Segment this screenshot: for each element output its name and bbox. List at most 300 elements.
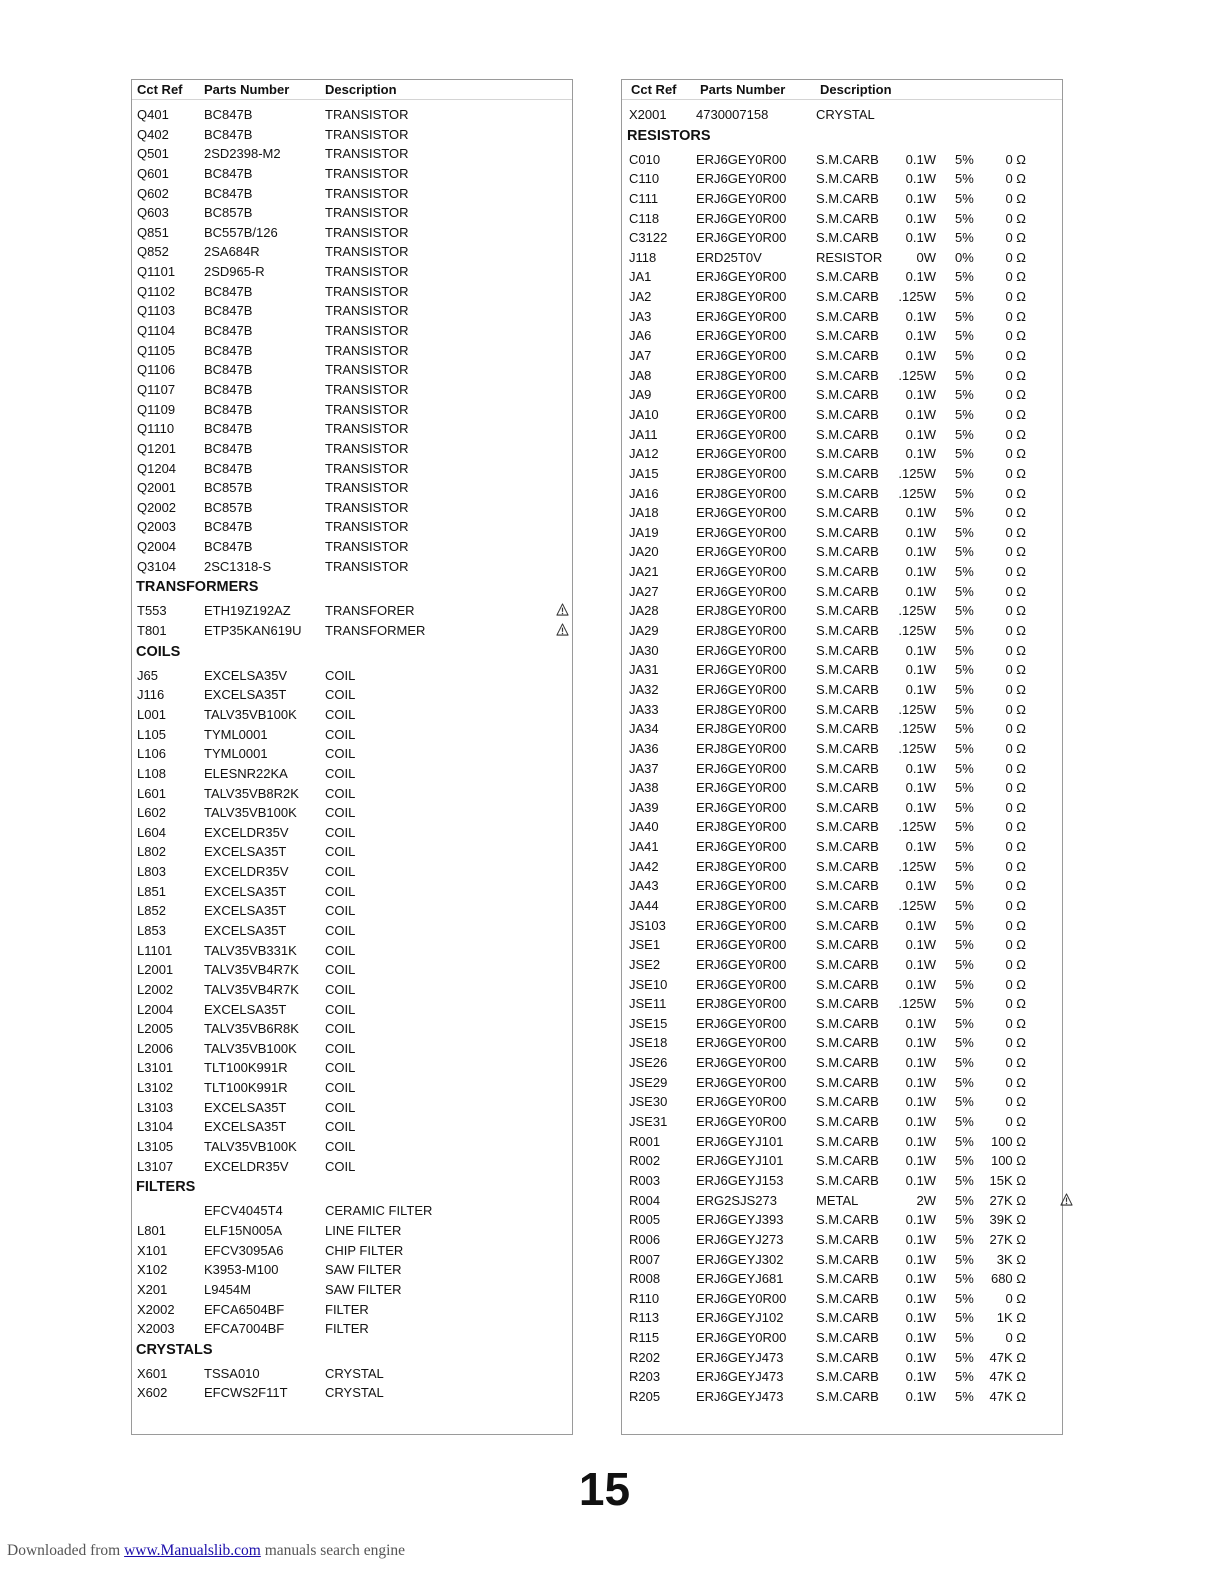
- parts-number: ERJ6GEY0R00: [696, 1290, 787, 1306]
- section-title: CRYSTALS: [136, 1341, 213, 1358]
- parts-number: BC847B: [204, 539, 253, 555]
- resistance-value: 0 Ω: [1005, 681, 1026, 697]
- description: TRANSISTOR: [325, 539, 409, 555]
- parts-number: EXCELDR35V: [204, 864, 289, 880]
- wattage: 0.1W: [905, 505, 936, 521]
- table-row: [622, 601, 1062, 621]
- safety-warning-icon: [1060, 1193, 1073, 1206]
- cct-ref: X201: [137, 1281, 168, 1297]
- table-row: [132, 921, 572, 941]
- parts-number: ERJ6GEY0R00: [696, 505, 787, 521]
- cct-ref: L2002: [137, 981, 174, 997]
- wattage: 0.1W: [905, 1231, 936, 1247]
- description: S.M.CARB: [816, 1055, 879, 1071]
- description: COIL: [325, 687, 356, 703]
- parts-number: EXCELSA35T: [204, 1001, 287, 1017]
- table-row: [132, 784, 572, 804]
- description: S.M.CARB: [816, 387, 879, 403]
- description: TRANSISTOR: [325, 480, 409, 496]
- table-row: [132, 557, 572, 577]
- footer-prefix: Downloaded from: [7, 1542, 121, 1559]
- table-row: [622, 1151, 1062, 1171]
- safety-warning-icon: [556, 623, 569, 636]
- description: S.M.CARB: [816, 1231, 879, 1247]
- safety-warning-icon: [556, 603, 569, 616]
- description: S.M.CARB: [816, 406, 879, 422]
- description: TRANSISTOR: [325, 519, 409, 535]
- cct-ref: JA42: [629, 858, 659, 874]
- description: S.M.CARB: [816, 603, 879, 619]
- parts-number: BC847B: [204, 126, 253, 142]
- parts-number: 2SD2398-M2: [204, 146, 281, 162]
- cct-ref: R006: [629, 1231, 661, 1247]
- description: S.M.CARB: [816, 976, 879, 992]
- tolerance: 5%: [955, 1114, 974, 1130]
- resistance-value: 0 Ω: [1005, 937, 1026, 953]
- parts-number: BC847B: [204, 165, 253, 181]
- parts-number: ERJ6GEY0R00: [696, 328, 787, 344]
- tolerance: 5%: [955, 858, 974, 874]
- parts-number: BC847B: [204, 342, 253, 358]
- description: S.M.CARB: [816, 1349, 879, 1365]
- parts-number: ERJ6GEY0R00: [696, 269, 787, 285]
- section-heading: [132, 1176, 572, 1201]
- parts-number: ERJ6GEY0R00: [696, 681, 787, 697]
- wattage: 0.1W: [905, 780, 936, 796]
- wattage: 0.1W: [905, 406, 936, 422]
- tolerance: 5%: [955, 387, 974, 403]
- description: S.M.CARB: [816, 583, 879, 599]
- cct-ref: Q1103: [137, 303, 176, 319]
- table-row: [132, 621, 572, 641]
- cct-ref: J116: [137, 687, 165, 703]
- table-row: [622, 209, 1062, 229]
- parts-number: BC847B: [204, 421, 253, 437]
- parts-number: EXCELSA35T: [204, 903, 287, 919]
- cct-ref: L105: [137, 726, 166, 742]
- table-row: [622, 916, 1062, 936]
- resistance-value: 0 Ω: [1005, 780, 1026, 796]
- table-row: [622, 444, 1062, 464]
- parts-number: ERJ6GEY0R00: [696, 1015, 787, 1031]
- description: S.M.CARB: [816, 1389, 879, 1404]
- cct-ref: X602: [137, 1385, 168, 1401]
- parts-number: EXCELSA35T: [204, 687, 287, 703]
- parts-number: TALV35VB6R8K: [204, 1021, 299, 1037]
- table-row: [622, 719, 1062, 739]
- description: FILTER: [325, 1301, 369, 1317]
- cct-ref: L853: [137, 922, 166, 938]
- table-row: [132, 862, 572, 882]
- description: TRANSISTOR: [325, 440, 409, 456]
- cct-ref: L106: [137, 746, 166, 762]
- description: S.M.CARB: [816, 151, 879, 167]
- parts-number: TSSA010: [204, 1365, 260, 1381]
- wattage: .125W: [898, 897, 936, 913]
- cct-ref: Q1204: [137, 460, 177, 476]
- tolerance: 5%: [955, 1015, 974, 1031]
- table-row: [132, 380, 572, 400]
- resistance-value: 0 Ω: [1005, 996, 1026, 1012]
- tolerance: 5%: [955, 1290, 974, 1306]
- resistance-value: 100 Ω: [990, 1153, 1026, 1169]
- parts-number: 4730007158: [696, 107, 769, 122]
- table-row: [132, 1364, 572, 1384]
- table-row: [622, 1387, 1062, 1407]
- parts-number: BC847B: [204, 303, 253, 319]
- parts-number: BC847B: [204, 440, 253, 456]
- tolerance: 5%: [955, 740, 974, 756]
- tolerance: 5%: [955, 269, 974, 285]
- description: S.M.CARB: [816, 799, 879, 815]
- cct-ref: L3107: [137, 1158, 174, 1174]
- tolerance: 5%: [955, 1035, 974, 1051]
- description: COIL: [325, 962, 356, 978]
- cct-ref: L802: [137, 844, 166, 860]
- wattage: 0.1W: [905, 662, 936, 678]
- table-row: [622, 523, 1062, 543]
- table-row: [622, 837, 1062, 857]
- col-part-header: Parts Number: [700, 82, 786, 97]
- table-row: [622, 1250, 1062, 1270]
- wattage: .125W: [898, 623, 936, 639]
- resistance-value: 0 Ω: [1005, 249, 1026, 265]
- col-ref-header: Cct Ref: [137, 82, 183, 97]
- table-row: [622, 1033, 1062, 1053]
- parts-number: ERJ6GEY0R00: [696, 1094, 787, 1110]
- table-row: [132, 1383, 572, 1403]
- cct-ref: JA27: [629, 583, 659, 599]
- description: S.M.CARB: [816, 505, 879, 521]
- table-row: [622, 876, 1062, 896]
- parts-number: ERJ6GEY0R00: [696, 171, 787, 187]
- parts-number: ERJ8GEY0R00: [696, 701, 787, 717]
- description: TRANSISTOR: [325, 205, 409, 221]
- resistance-value: 0 Ω: [1005, 1074, 1026, 1090]
- description: TRANSISTOR: [325, 401, 409, 417]
- parts-number: TYML0001: [204, 746, 268, 762]
- table-row: [132, 1137, 572, 1157]
- col-desc-header: Description: [325, 82, 397, 97]
- table-row: [622, 994, 1062, 1014]
- resistance-value: 47K Ω: [989, 1389, 1026, 1404]
- resistance-value: 0 Ω: [1005, 623, 1026, 639]
- parts-number: EFCWS2F11T: [204, 1385, 288, 1401]
- table-row: [132, 705, 572, 725]
- cct-ref: JA38: [629, 780, 659, 796]
- wattage: 0W: [916, 249, 936, 265]
- description: S.M.CARB: [816, 1094, 879, 1110]
- resistance-value: 0 Ω: [1005, 446, 1026, 462]
- wattage: 0.1W: [905, 1114, 936, 1130]
- tolerance: 5%: [955, 799, 974, 815]
- wattage: 0.1W: [905, 956, 936, 972]
- cct-ref: JA29: [629, 623, 659, 639]
- table-row: [132, 223, 572, 243]
- resistance-value: 0 Ω: [1005, 1094, 1026, 1110]
- description: S.M.CARB: [816, 1212, 879, 1228]
- tolerance: 5%: [955, 289, 974, 305]
- resistance-value: 100 Ω: [990, 1133, 1026, 1149]
- parts-number: ERJ6GEYJ102: [696, 1310, 784, 1326]
- tolerance: 5%: [955, 937, 974, 953]
- cct-ref: L1101: [137, 942, 173, 958]
- wattage: 0.1W: [905, 524, 936, 540]
- parts-number: EXCELSA35T: [204, 1099, 287, 1115]
- tolerance: 5%: [955, 721, 974, 737]
- parts-number: TLT100K991R: [204, 1080, 288, 1096]
- parts-number: BC847B: [204, 323, 253, 339]
- description: COIL: [325, 805, 356, 821]
- table-row: [132, 419, 572, 439]
- description: S.M.CARB: [816, 839, 879, 855]
- table-row: [132, 125, 572, 145]
- table-row: [132, 666, 572, 686]
- cct-ref: R002: [629, 1153, 661, 1169]
- wattage: 0.1W: [905, 308, 936, 324]
- description: S.M.CARB: [816, 367, 879, 383]
- tolerance: 5%: [955, 642, 974, 658]
- wattage: 0.1W: [905, 1172, 936, 1188]
- wattage: .125W: [898, 819, 936, 835]
- table-row: [622, 1269, 1062, 1289]
- wattage: 0.1W: [905, 1035, 936, 1051]
- cct-ref: C118: [629, 210, 660, 226]
- resistance-value: 0 Ω: [1005, 505, 1026, 521]
- tolerance: 5%: [955, 1133, 974, 1149]
- resistance-value: 0 Ω: [1005, 603, 1026, 619]
- table-row: [132, 341, 572, 361]
- table-row: [622, 228, 1062, 248]
- parts-number: ERJ6GEY0R00: [696, 662, 787, 678]
- cct-ref: R110: [629, 1290, 660, 1306]
- parts-number: BC847B: [204, 362, 253, 378]
- parts-number: 2SC1318-S: [204, 558, 272, 574]
- table-row: [622, 1328, 1062, 1348]
- resistance-value: 0 Ω: [1005, 564, 1026, 580]
- description: CRYSTAL: [816, 107, 875, 122]
- table-row: [132, 144, 572, 164]
- parts-number: EXCELSA35T: [204, 844, 287, 860]
- table-row: [622, 105, 1062, 125]
- cct-ref: JA37: [629, 760, 659, 776]
- description: TRANSISTOR: [325, 381, 409, 397]
- description: S.M.CARB: [816, 1310, 879, 1326]
- parts-number: ERJ6GEY0R00: [696, 210, 787, 226]
- table-row: [132, 1117, 572, 1137]
- cct-ref: JSE1: [629, 937, 661, 953]
- description: S.M.CARB: [816, 642, 879, 658]
- description: S.M.CARB: [816, 681, 879, 697]
- wattage: 0.1W: [905, 1094, 936, 1110]
- parts-number: ERJ6GEY0R00: [696, 1114, 787, 1130]
- parts-number: ETP35KAN619U: [204, 623, 302, 639]
- description: COIL: [325, 1021, 356, 1037]
- resistance-value: 0 Ω: [1005, 799, 1026, 815]
- wattage: 0.1W: [905, 642, 936, 658]
- tolerance: 5%: [955, 151, 974, 167]
- description: COIL: [325, 942, 356, 958]
- tolerance: 5%: [955, 1172, 974, 1188]
- parts-number: L9454M: [204, 1281, 251, 1297]
- description: COIL: [325, 1119, 356, 1135]
- table-row: [622, 464, 1062, 484]
- resistance-value: 0 Ω: [1005, 426, 1026, 442]
- tolerance: 5%: [955, 583, 974, 599]
- description: TRANSFORMER: [325, 623, 426, 639]
- table-row: [622, 1289, 1062, 1309]
- description: CRYSTAL: [325, 1365, 384, 1381]
- description: S.M.CARB: [816, 780, 879, 796]
- resistance-value: 27K Ω: [989, 1231, 1026, 1247]
- description: S.M.CARB: [816, 1133, 879, 1149]
- wattage: 0.1W: [905, 1349, 936, 1365]
- description: S.M.CARB: [816, 308, 879, 324]
- table-row: [132, 360, 572, 380]
- parts-number: K3953-M100: [204, 1262, 279, 1278]
- cct-ref: C3122: [629, 230, 668, 246]
- table-row: [132, 744, 572, 764]
- wattage: 0.1W: [905, 269, 936, 285]
- resistance-value: 0 Ω: [1005, 1035, 1026, 1051]
- description: S.M.CARB: [816, 662, 879, 678]
- tolerance: 5%: [955, 1310, 974, 1326]
- description: S.M.CARB: [816, 1153, 879, 1169]
- table-header: [622, 80, 1062, 100]
- cct-ref: JA6: [629, 328, 652, 344]
- parts-number: EXCELSA35T: [204, 883, 287, 899]
- table-row: [622, 778, 1062, 798]
- description: S.M.CARB: [816, 1290, 879, 1306]
- cct-ref: X2003: [137, 1321, 175, 1337]
- wattage: 0.1W: [905, 1251, 936, 1267]
- table-row: [132, 1157, 572, 1177]
- wattage: 0.1W: [905, 1212, 936, 1228]
- tolerance: 5%: [955, 367, 974, 383]
- cct-ref: X2002: [137, 1301, 175, 1317]
- parts-number: ERJ6GEY0R00: [696, 878, 787, 894]
- description: COIL: [325, 765, 356, 781]
- cct-ref: Q602: [137, 185, 169, 201]
- cct-ref: L2005: [137, 1021, 174, 1037]
- cct-ref: L602: [137, 805, 166, 821]
- cct-ref: Q2003: [137, 519, 177, 535]
- wattage: 0.1W: [905, 387, 936, 403]
- table-row: [622, 169, 1062, 189]
- parts-number: ERJ6GEY0R00: [696, 1055, 787, 1071]
- resistance-value: 0 Ω: [1005, 269, 1026, 285]
- parts-number: ETH19Z192AZ: [204, 603, 291, 619]
- description: SAW FILTER: [325, 1262, 402, 1278]
- description: S.M.CARB: [816, 858, 879, 874]
- resistance-value: 47K Ω: [989, 1349, 1026, 1365]
- description: TRANSISTOR: [325, 362, 409, 378]
- cct-ref: L001: [137, 706, 166, 722]
- description: COIL: [325, 1158, 356, 1174]
- resistance-value: 0 Ω: [1005, 740, 1026, 756]
- parts-number: BC857B: [204, 205, 253, 221]
- cct-ref: L851: [137, 883, 166, 899]
- tolerance: 5%: [955, 1212, 974, 1228]
- description: S.M.CARB: [816, 465, 879, 481]
- tolerance: 5%: [955, 1153, 974, 1169]
- cct-ref: JA7: [629, 348, 652, 364]
- table-row: [622, 1171, 1062, 1191]
- table-row: [132, 1000, 572, 1020]
- resistance-value: 0 Ω: [1005, 289, 1026, 305]
- description: S.M.CARB: [816, 210, 879, 226]
- wattage: 0.1W: [905, 328, 936, 344]
- section-heading: [622, 125, 1062, 150]
- wattage: .125W: [898, 740, 936, 756]
- cct-ref: R005: [629, 1212, 661, 1228]
- left-table-body: [132, 100, 572, 1403]
- parts-number: BC847B: [204, 381, 253, 397]
- description: S.M.CARB: [816, 544, 879, 560]
- description: S.M.CARB: [816, 1074, 879, 1090]
- description: COIL: [325, 785, 356, 801]
- cct-ref: L108: [137, 765, 166, 781]
- resistance-value: 47K Ω: [989, 1369, 1026, 1385]
- cct-ref: JA10: [629, 406, 659, 422]
- description: COIL: [325, 1099, 356, 1115]
- parts-number: ERJ6GEY0R00: [696, 190, 787, 206]
- parts-number: ERJ6GEY0R00: [696, 799, 787, 815]
- tolerance: 5%: [955, 1055, 974, 1071]
- wattage: .125W: [898, 485, 936, 501]
- cct-ref: Q1104: [137, 323, 176, 339]
- parts-number: ERJ6GEY0R00: [696, 937, 787, 953]
- table-row: [132, 400, 572, 420]
- table-row: [622, 1210, 1062, 1230]
- description: COIL: [325, 844, 356, 860]
- table-row: [622, 582, 1062, 602]
- tolerance: 5%: [955, 348, 974, 364]
- parts-number: BC847B: [204, 460, 253, 476]
- description: COIL: [325, 824, 356, 840]
- description: S.M.CARB: [816, 1369, 879, 1385]
- parts-number: EXCELSA35T: [204, 1119, 287, 1135]
- parts-number: BC847B: [204, 185, 253, 201]
- cct-ref: JSE30: [629, 1094, 668, 1110]
- cct-ref: L3103: [137, 1099, 174, 1115]
- table-row: [132, 459, 572, 479]
- wattage: 0.1W: [905, 1389, 936, 1404]
- description: COIL: [325, 746, 356, 762]
- cct-ref: JSE10: [629, 976, 668, 992]
- cct-ref: X601: [137, 1365, 168, 1381]
- table-row: [132, 1019, 572, 1039]
- wattage: 0.1W: [905, 210, 936, 226]
- table-row: [132, 980, 572, 1000]
- table-row: [622, 248, 1062, 268]
- table-row: [132, 1300, 572, 1320]
- cct-ref: R001: [629, 1133, 661, 1149]
- parts-number: ERJ6GEY0R00: [696, 1035, 787, 1051]
- description: COIL: [325, 667, 356, 683]
- tolerance: 5%: [955, 1074, 974, 1090]
- description: S.M.CARB: [816, 956, 879, 972]
- description: LINE FILTER: [325, 1222, 402, 1238]
- description: S.M.CARB: [816, 721, 879, 737]
- description: S.M.CARB: [816, 289, 879, 305]
- parts-number: ERJ6GEY0R00: [696, 839, 787, 855]
- description: COIL: [325, 1060, 356, 1076]
- tolerance: 5%: [955, 446, 974, 462]
- resistance-value: 0 Ω: [1005, 308, 1026, 324]
- manualslib-link[interactable]: www.Manualslib.com: [124, 1542, 261, 1559]
- cct-ref: Q1107: [137, 381, 176, 397]
